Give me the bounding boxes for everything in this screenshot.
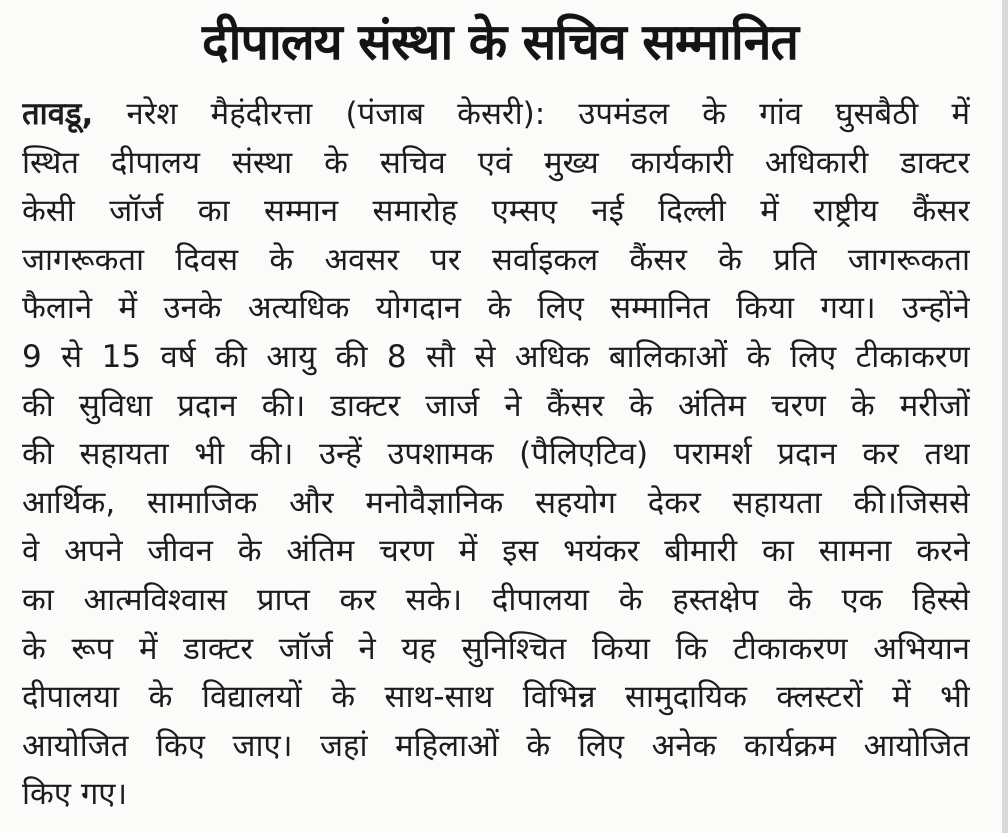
dateline: तावडू, (22, 96, 94, 132)
article-line: जागरूकता दिवस के अवसर पर सर्वाइकल कैंसर के प्रति जागरूकता (22, 241, 970, 278)
article-line: स्थित दीपालय संस्था के सचिव एवं मुख्य कार्यकारी अधिकारी डाक्टर (22, 144, 970, 181)
article-line: आयोजित किए जाए। जहां महिलाओं के लिए अनेक कार्यक्रम आयोजित (22, 727, 970, 764)
article-line: केसी जॉर्ज का सम्मान समारोह एम्सए नई दिल्ली में राष्ट्रीय कैंसर (22, 193, 970, 230)
article-line: 9 से 15 वर्ष की आयु की 8 सौ से अधिक बालिकाओं के लिए टीकाकरण (22, 338, 970, 375)
article-line (22, 90, 970, 139)
headline: दीपालय संस्था के सचिव सम्मानित (201, 13, 799, 71)
article-line-text: नरेश मैहंदीरत्ता (पंजाब केसरी): उपमंडल के गांव घुसबैठी में (93, 96, 970, 132)
article-line: वे अपने जीवन के अंतिम चरण में इस भयंकर बीमारी का सामना करने (22, 533, 970, 570)
article-body (22, 90, 970, 819)
page-edge (1002, 0, 1008, 833)
article-line: आर्थिक, सामाजिक और मनोवैज्ञानिक सहयोग देकर सहायता की।जिससे (22, 484, 970, 521)
article-line: के रूप में डाक्टर जॉर्ज ने यह सुनिश्चित किया कि टीकाकरण अभियान (22, 630, 970, 667)
article-line: दीपालया के विद्यालयों के साथ-साथ विभिन्न सामुदायिक क्लस्टरों में भी (22, 679, 970, 716)
article-line: फैलाने में उनके अत्यधिक योगदान के लिए सम्मानित किया गया। उन्होंने (22, 290, 970, 327)
article-line: किए गए। (22, 776, 128, 813)
article-line: की सहायता भी की। उन्हें उपशामक (पैलिएटिव) परामर्श प्रदान कर तथा (22, 436, 970, 473)
article-line: की सुविधा प्रदान की। डाक्टर जार्ज ने कैंसर के अंतिम चरण के मरीजों (22, 387, 970, 424)
article-line: का आत्मविश्वास प्राप्त कर सके। दीपालया के हस्तक्षेप के एक हिस्से (22, 581, 970, 618)
